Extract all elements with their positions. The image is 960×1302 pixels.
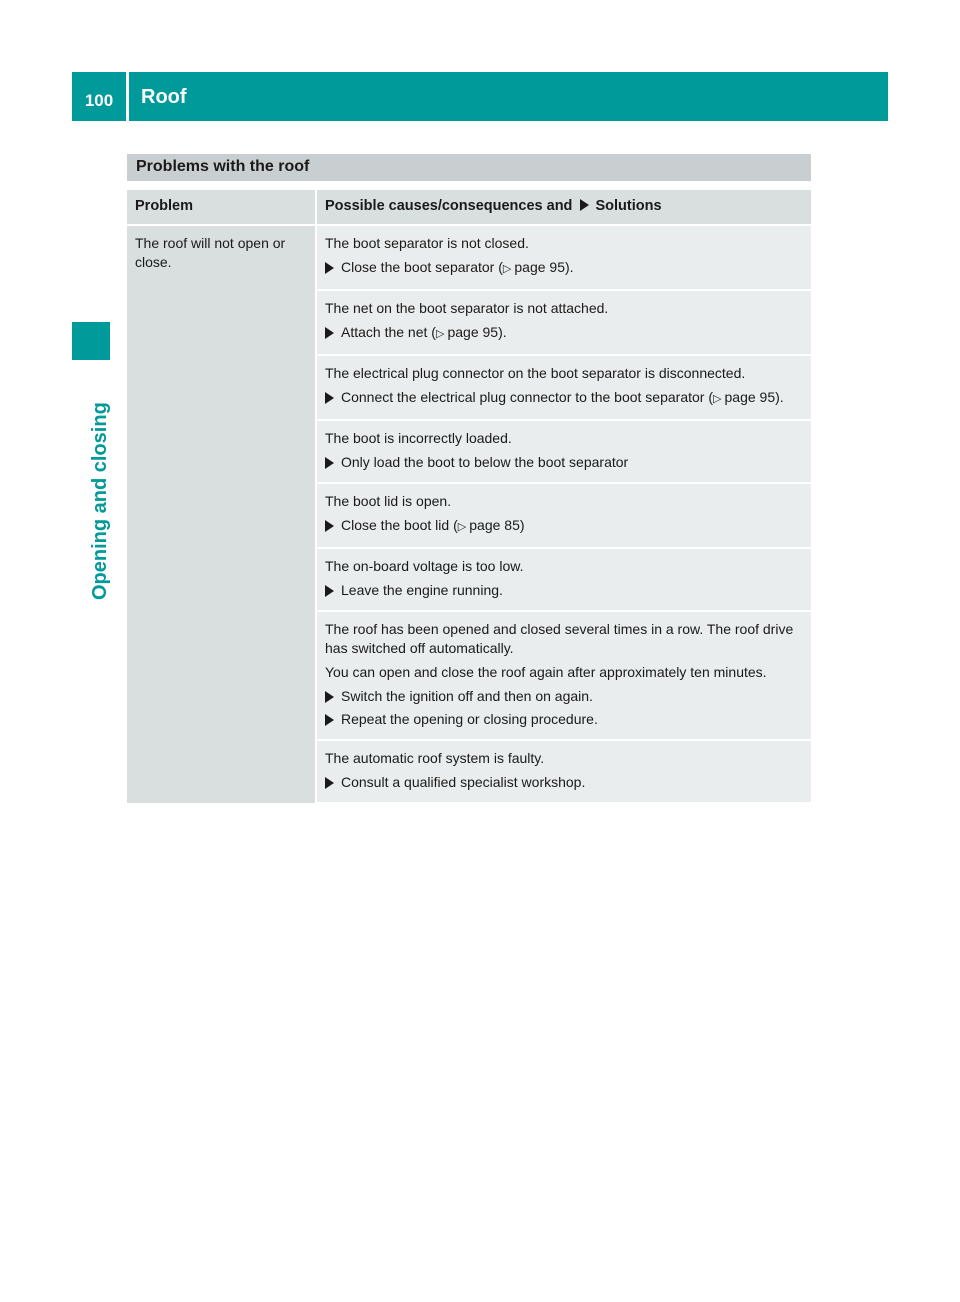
solution-step xyxy=(325,258,803,279)
column-header-solutions-prefix: Possible causes/consequences and xyxy=(325,198,573,214)
section-marker xyxy=(72,322,110,360)
step-instruction: Close the boot lid ( xyxy=(341,517,458,533)
header-bar xyxy=(72,72,888,121)
step-end: ). xyxy=(565,259,574,275)
note-text: You can open and close the roof again after approximately ten minutes. xyxy=(325,664,767,680)
page-reference[interactable]: page 95 xyxy=(724,389,776,405)
step-instruction: Close the boot separator ( xyxy=(341,259,503,275)
page-reference[interactable]: page 95 xyxy=(514,259,565,275)
step-instruction: Leave the engine running. xyxy=(341,582,503,598)
column-header-solutions-suffix: Solutions xyxy=(595,198,662,214)
solution-cell xyxy=(316,290,811,355)
page-ref-icon: ▷ xyxy=(435,328,448,340)
arrow-icon xyxy=(325,457,334,469)
step-instruction: Only load the boot to below the boot separator xyxy=(341,454,629,470)
solution-step xyxy=(325,388,803,409)
page-ref-icon: ▷ xyxy=(457,521,470,533)
page-number: 100 xyxy=(84,91,114,110)
table-row xyxy=(127,225,811,290)
step-instruction: Connect the electrical plug connector to the boot separator ( xyxy=(341,389,713,405)
solution-step xyxy=(325,323,803,344)
cause-text: The boot separator is not closed. xyxy=(325,235,529,251)
arrow-icon xyxy=(325,520,334,532)
arrow-icon xyxy=(325,585,334,597)
arrow-icon xyxy=(325,691,334,703)
page-ref-icon: ▷ xyxy=(713,393,725,405)
cause-text: The electrical plug connector on the boot separator is disconnected. xyxy=(325,365,746,381)
solution-cell xyxy=(316,740,811,803)
arrow-icon xyxy=(325,714,334,726)
problem-cell: The roof will not open or close. xyxy=(127,225,316,803)
column-header-solutions xyxy=(316,190,811,225)
arrow-icon xyxy=(325,327,334,339)
arrow-icon xyxy=(325,262,334,274)
cause-text: The net on the boot separator is not attached. xyxy=(325,300,609,316)
solution-cell xyxy=(316,420,811,483)
page-title: Roof xyxy=(141,86,187,108)
solution-step xyxy=(325,773,803,792)
page-reference[interactable]: page 95 xyxy=(447,324,499,340)
step-text xyxy=(341,773,585,792)
page-ref-icon: ▷ xyxy=(502,263,515,275)
solution-cell xyxy=(316,611,811,740)
page-reference[interactable]: page 85 xyxy=(469,517,520,533)
table-header-row xyxy=(127,190,811,225)
cause-text: The boot is incorrectly loaded. xyxy=(325,430,512,446)
cause-text: The automatic roof system is faulty. xyxy=(325,750,545,766)
step-text xyxy=(341,323,507,344)
step-instruction: Repeat the opening or closing procedure. xyxy=(341,711,598,727)
step-end: ). xyxy=(775,389,784,405)
step-text xyxy=(341,687,593,706)
solution-step xyxy=(325,687,803,706)
step-text xyxy=(341,388,784,409)
step-end: ) xyxy=(519,517,525,533)
section-title: Problems with the roof xyxy=(127,154,811,181)
cause-text: The roof has been opened and closed several times in a row. The roof drive has switched off automatically. xyxy=(325,621,794,656)
solution-step xyxy=(325,516,803,537)
solution-cell xyxy=(316,548,811,611)
solution-cell xyxy=(316,355,811,420)
cause-text: The on-board voltage is too low. xyxy=(325,558,524,574)
step-text xyxy=(341,516,525,537)
step-text xyxy=(341,581,503,600)
step-instruction: Switch the ignition off and then on again. xyxy=(341,688,593,704)
table-body xyxy=(127,225,811,803)
solution-step xyxy=(325,710,803,729)
step-instruction: Consult a qualified specialist workshop. xyxy=(341,774,586,790)
cause-text: The boot lid is open. xyxy=(325,493,452,509)
step-text xyxy=(341,453,628,472)
solution-cell xyxy=(316,225,811,290)
arrow-icon xyxy=(325,777,334,789)
chapter-label: Opening and closing xyxy=(89,402,111,600)
solution-step xyxy=(325,581,803,600)
step-text xyxy=(341,258,574,279)
solution-step xyxy=(325,453,803,472)
step-text xyxy=(341,710,598,729)
solution-cell xyxy=(316,483,811,548)
step-instruction: Attach the net ( xyxy=(341,324,436,340)
problems-table xyxy=(127,190,811,804)
step-end: ). xyxy=(498,324,507,340)
header-divider xyxy=(126,72,129,121)
arrow-icon xyxy=(580,199,589,211)
arrow-icon xyxy=(325,392,334,404)
column-header-problem: Problem xyxy=(127,190,316,225)
